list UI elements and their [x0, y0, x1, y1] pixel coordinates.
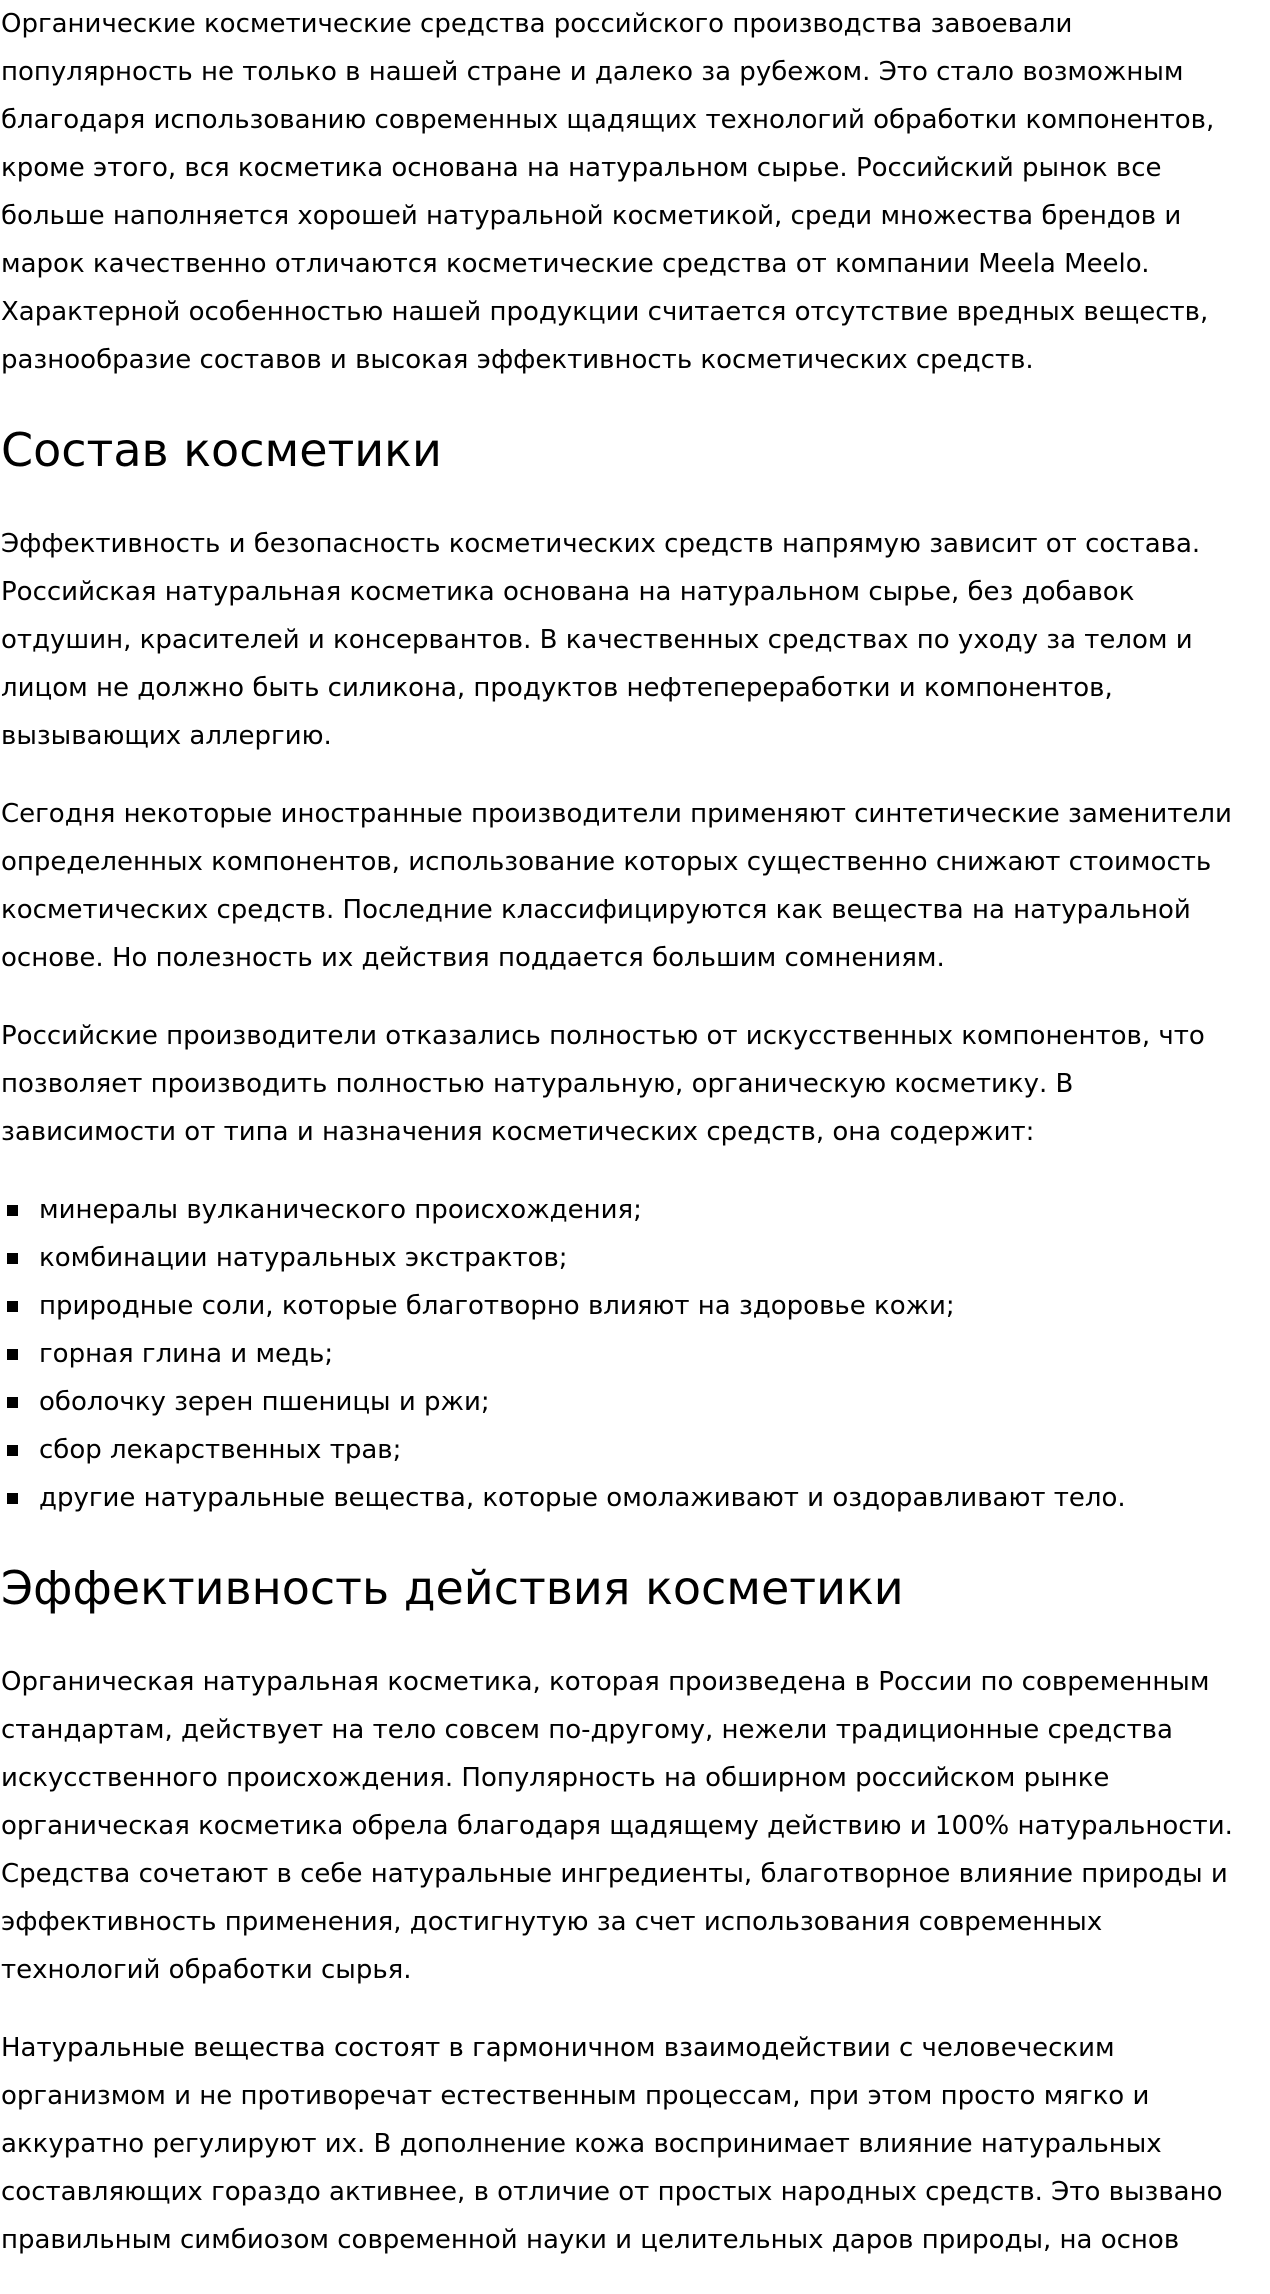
composition-paragraph-3: Российские производители отказались полностью от искусственных компонентов, что позволяет производить полностью натуральную, органическую косметику. В зависимости от типа и назначения косметических средств, она содержит:	[1, 1021, 1205, 1147]
composition-paragraph-1: Эффективность и безопасность косметических средств напрямую зависит от состава. Российская натуральная косметика основана на натуральном сырье, без добавок отдушин, красителей и консервантов. В качественных средствах по уходу за телом и лицом не должно быть силикона, продуктов нефтепереработки и компонентов, вызывающих аллергию.	[1, 529, 1201, 751]
list-item-text: сбор лекарственных трав;	[39, 1435, 402, 1465]
effectiveness-paragraph-2: Натуральные вещества состоят в гармоничном взаимодействии с человеческим организмом и не противоречат естественным процессам, при этом просто мягко и аккуратно регулируют их. В дополнение кожа воспринимает влияние натуральных составляющих гораздо активнее, в отличие от простых народных средств. Это вызвано правильным симбиозом современной науки и целительных даров природы, на основ	[1, 2033, 1223, 2255]
list-item	[1, 1186, 1250, 1234]
section-heading-composition: Состав косметики	[1, 423, 442, 477]
list-item-text: комбинации натуральных экстрактов;	[39, 1243, 568, 1273]
list-item-text: минералы вулканического происхождения;	[39, 1195, 642, 1225]
list-item-text: оболочку зерен пшеницы и ржи;	[39, 1387, 490, 1417]
list-item-text: горная глина и медь;	[39, 1339, 334, 1369]
list-item-text: природные соли, которые благотворно влияют на здоровье кожи;	[39, 1291, 955, 1321]
composition-paragraph-2: Сегодня некоторые иностранные производители применяют синтетические заменители определенных компонентов, использование которых существенно снижают стоимость косметических средств. Последние классифицируются как вещества на натуральной основе. Но полезность их действия поддается большим сомнениям.	[1, 799, 1232, 973]
bullet-square-icon	[7, 1205, 18, 1216]
effectiveness-paragraph-1: Органическая натуральная косметика, которая произведена в России по современным стандартам, действует на тело совсем по-другому, нежели традиционные средства искусственного происхождения. Популярность на обширном российском рынке органическая косметика обрела благодаря щадящему действию и 100% натуральности. Средства сочетают в себе натуральные ингредиенты, благотворное влияние природы и эффективность применения, достигнутую за счет использования современных технологий обработки сырья.	[1, 1667, 1233, 1985]
bullet-square-icon	[7, 1349, 18, 1360]
bullet-square-icon	[7, 1253, 18, 1264]
bullet-square-icon	[7, 1493, 18, 1504]
list-item	[1, 1330, 1250, 1378]
list-item	[1, 1474, 1250, 1522]
list-item	[1, 1378, 1250, 1426]
ingredients-list	[1, 1186, 1250, 1522]
list-item-text: другие натуральные вещества, которые омолаживают и оздоравливают тело.	[39, 1483, 1126, 1513]
bullet-square-icon	[7, 1397, 18, 1408]
list-item	[1, 1282, 1250, 1330]
article-body	[1, 0, 1250, 2294]
list-item	[1, 1234, 1250, 1282]
section-heading-effectiveness: Эффективность действия косметики	[1, 1561, 904, 1615]
list-item	[1, 1426, 1250, 1474]
bullet-square-icon	[7, 1445, 18, 1456]
bullet-square-icon	[7, 1301, 18, 1312]
intro-paragraph: Органические косметические средства российского производства завоевали популярность не только в нашей стране и далеко за рубежом. Это стало возможным благодаря использованию современных щадящих технологий обработки компонентов, кроме этого, вся косметика основана на натуральном сырье. Российский рынок все больше наполняется хорошей натуральной косметикой, среди множества брендов и марок качественно отличаются косметические средства от компании Meela Meelo. Характерной особенностью нашей продукции считается отсутствие вредных веществ, разнообразие составов и высокая эффективность косметических средств.	[1, 9, 1215, 375]
